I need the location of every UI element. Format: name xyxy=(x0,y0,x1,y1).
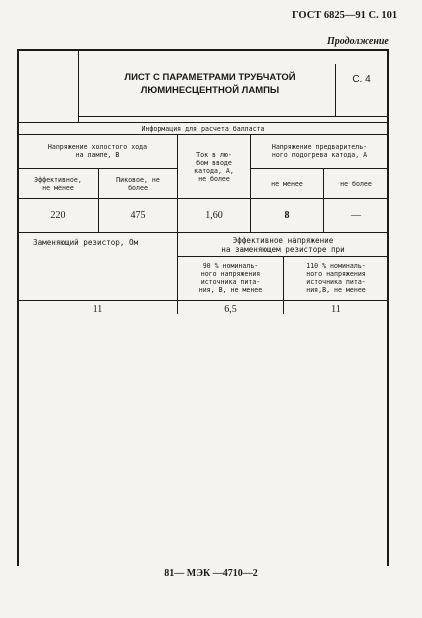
value-effective: 220 xyxy=(50,210,66,221)
sheet-title-line1: ЛИСТ С ПАРАМЕТРАМИ ТРУБЧАТОЙ xyxy=(124,72,296,83)
standard-header: ГОСТ 6825—91 С. 101 xyxy=(292,10,398,21)
effective-voltage-header: Эффективное напряжение на заменяющем резисторе при xyxy=(221,235,345,254)
table2-header-bottom xyxy=(18,300,388,301)
sheet-title-line2: ЛЮМИНЕСЦЕНТНОЙ ЛАМПЫ xyxy=(140,85,280,96)
header-open-circuit-voltage: Напряжение холостого хода на лампе, В xyxy=(47,143,148,159)
value-110-percent: 11 xyxy=(331,303,341,315)
frame-top xyxy=(17,49,388,51)
value-peak: 475 xyxy=(130,210,146,221)
title-left-divider xyxy=(78,49,79,122)
value-90-percent: 6,5 xyxy=(224,303,237,315)
header-cathode-current: Ток в лю- бом вводе катода, А, не более xyxy=(194,151,234,183)
value-preheat-max: — xyxy=(351,210,361,221)
sheet-number: С. 4 xyxy=(352,73,371,85)
value-preheat-min: 8 xyxy=(284,210,290,221)
header-110-percent: 110 % номиналь- ного напряжения источника пита- ния,В, не менее xyxy=(306,262,366,294)
subheader-min: не менее xyxy=(271,179,303,188)
sheet-title xyxy=(90,60,330,108)
table1-caption: Информация для расчета балласта xyxy=(141,124,265,133)
header-preheat-voltage: Напряжение предваритель- ного подогрева катода, А xyxy=(271,143,368,159)
continuation-label: Продолжение xyxy=(327,36,389,47)
caption-bottom xyxy=(18,134,388,135)
header-90-percent: 90 % номиналь- ного напряжения источника пита- ния, В, не менее xyxy=(198,262,263,294)
footer-code: 81— МЭК —4710—2 xyxy=(164,568,258,579)
subheader-effective: Эффективное, не менее xyxy=(34,175,82,192)
value-resistor: 11 xyxy=(92,303,103,315)
subheader-peak: Пиковое, не более xyxy=(116,175,160,192)
resistor-label: Заменяющий резистор, Ом xyxy=(33,238,139,247)
title-block-bottom xyxy=(78,116,387,117)
subheader-max: не более xyxy=(340,179,372,188)
value-current: 1,60 xyxy=(205,210,223,221)
